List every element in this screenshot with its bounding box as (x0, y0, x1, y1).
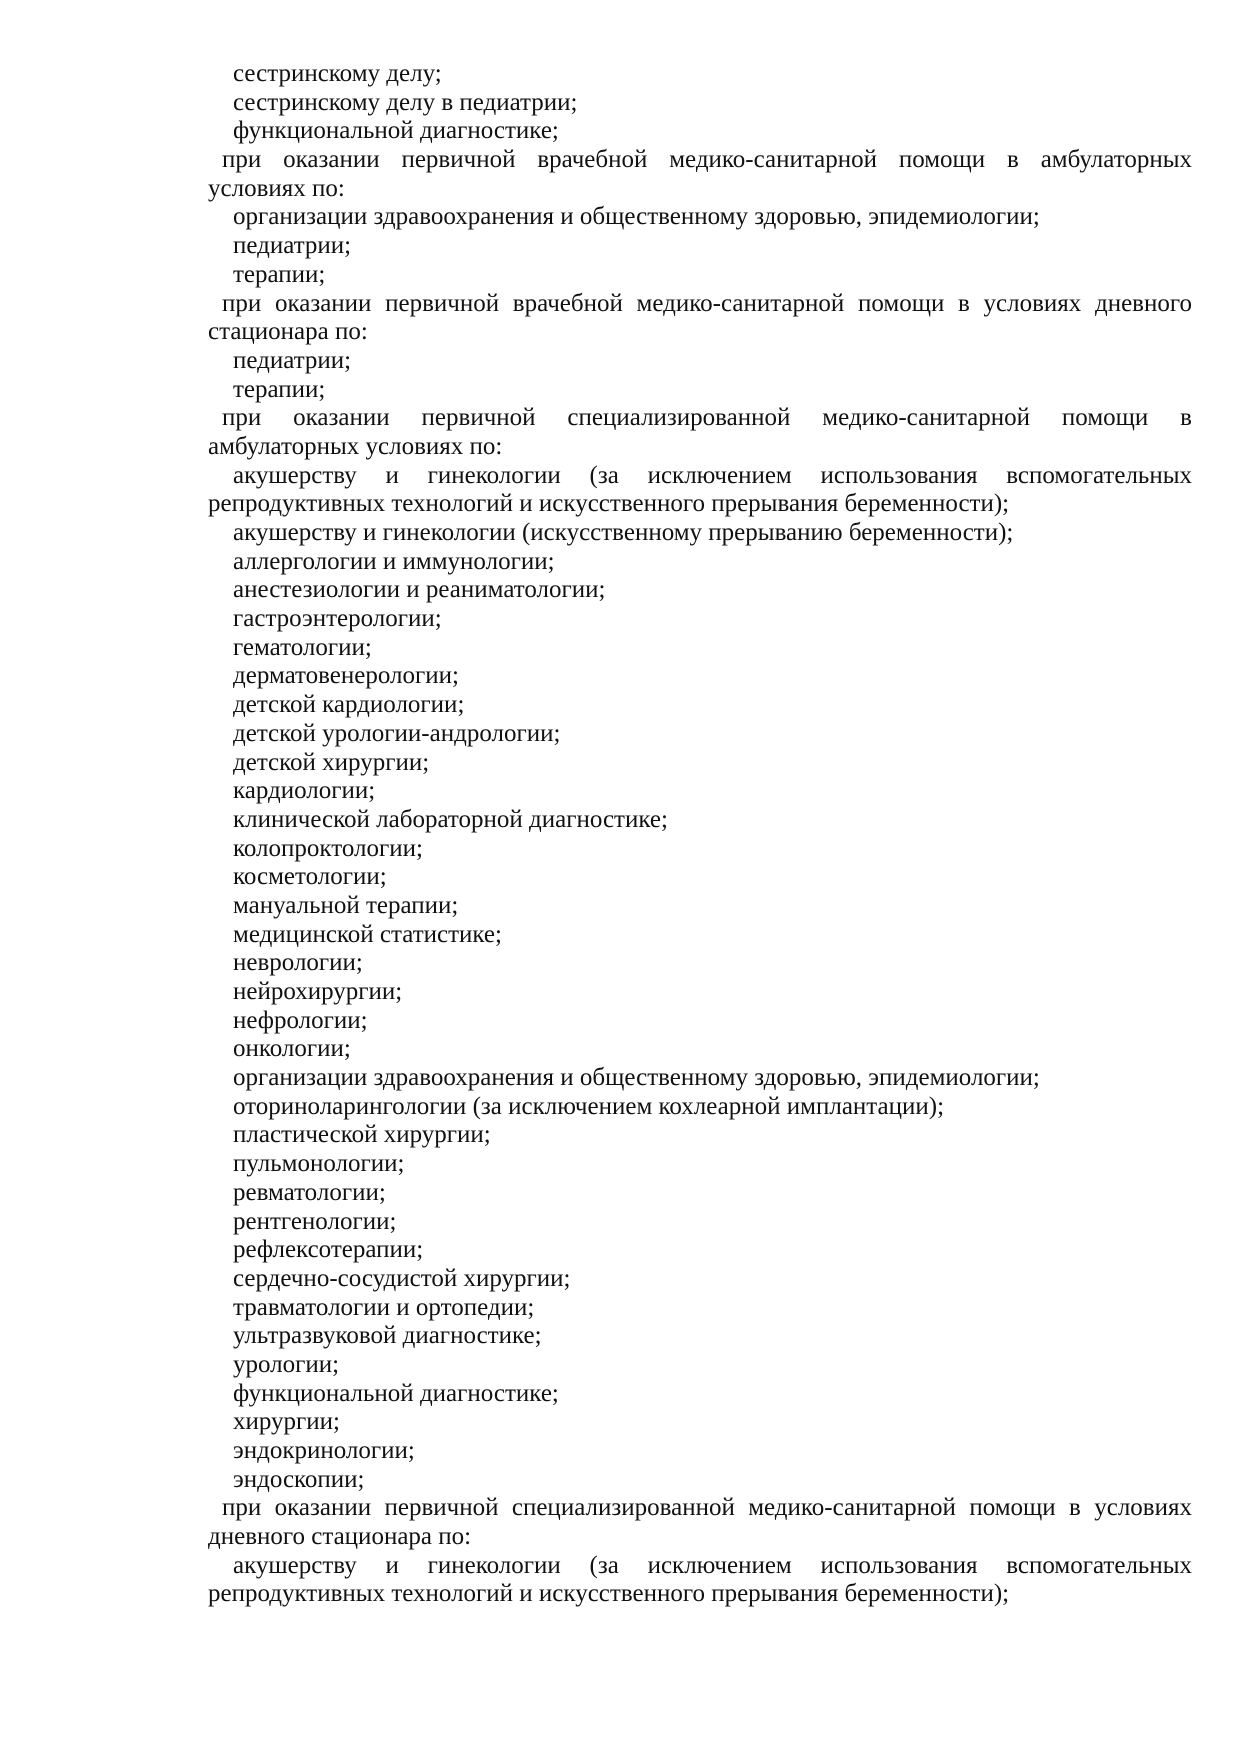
text-line: рефлексотерапии; (233, 1236, 424, 1264)
license-specialties-text (208, 60, 1192, 1609)
text-line: организации здравоохранения и общественному здоровью, эпидемиологии; (233, 1064, 1040, 1092)
text-line: клинической лабораторной диагностике; (233, 805, 668, 833)
text-line: нейрохирургии; (233, 978, 403, 1005)
text-line: гастроэнтерологии; (233, 605, 442, 633)
text-line: пульмонологии; (233, 1150, 405, 1178)
text-line: эндокринологии; (233, 1437, 415, 1464)
text-line: травматологии и ортопедии; (233, 1293, 535, 1321)
text-line: акушерству и гинекологии (за исключением использования вспомогательных (233, 461, 1192, 489)
text-line: функциональной диагностике; (233, 1379, 559, 1407)
text-line: организации здравоохранения и общественному здоровью, эпидемиологии; (233, 203, 1040, 231)
text-line: терапии; (233, 260, 326, 288)
text-line: дневного стационара по: (208, 1523, 472, 1551)
text-line: неврологии; (233, 949, 363, 977)
text-line: нефрологии; (233, 1006, 368, 1034)
text-line: онкологии; (233, 1035, 351, 1063)
text-line: ревматологии; (233, 1178, 386, 1206)
text-line: анестезиологии и реаниматологии; (233, 576, 606, 604)
text-line: колопроктологии; (233, 834, 423, 862)
text-line: эндоскопии; (233, 1465, 365, 1493)
text-line: репродуктивных технологий и искусственного прерывания беременности); (208, 1580, 1010, 1608)
text-line: медицинской статистике; (233, 920, 502, 948)
text-line: косметологии; (233, 863, 387, 891)
text-line: при оказании первичной специализированной медико-санитарной помощи в условиях (222, 1494, 1192, 1522)
text-line: акушерству и гинекологии (за исключением использования вспомогательных (233, 1551, 1192, 1579)
text-line: при оказании первичной врачебной медико-санитарной помощи в амбулаторных (222, 146, 1192, 174)
text-line: стационара по: (208, 318, 368, 346)
text-line: кардиологии; (233, 777, 376, 805)
text-line: сердечно-сосудистой хирургии; (233, 1264, 571, 1292)
text-line: педиатрии; (233, 346, 352, 374)
text-line: пластической хирургии; (233, 1121, 491, 1149)
text-line: условиях по: (208, 174, 345, 202)
text-line: хирургии; (233, 1408, 341, 1436)
text-line: при оказании первичной врачебной медико-санитарной помощи в условиях дневного (222, 289, 1192, 317)
text-line: гематологии; (233, 633, 372, 661)
text-line: репродуктивных технологий и искусственного прерывания беременности); (208, 490, 1010, 518)
text-line: сестринскому делу в педиатрии; (233, 88, 578, 116)
text-line: рентгенологии; (233, 1207, 397, 1235)
text-line: детской хирургии; (233, 748, 430, 776)
text-line: урологии; (233, 1350, 340, 1378)
text-line: дерматовенерологии; (233, 662, 459, 690)
text-line: сестринскому делу; (233, 60, 442, 87)
text-line: терапии; (233, 375, 326, 403)
text-line: амбулаторных условиях по: (208, 432, 503, 460)
text-line: детской урологии-андрологии; (233, 719, 561, 747)
text-line: акушерству и гинекологии (искусственному прерыванию беременности); (233, 519, 1014, 546)
text-line: оториноларингологии (за исключением кохлеарной имплантации); (233, 1092, 945, 1120)
text-line: ультразвуковой диагностике; (233, 1322, 542, 1350)
text-line: при оказании первичной специализированной медико-санитарной помощи в (222, 404, 1192, 432)
text-line: педиатрии; (233, 232, 352, 260)
text-line: детской кардиологии; (233, 691, 465, 719)
text-line: мануальной терапии; (233, 891, 459, 919)
text-line: функциональной диагностике; (233, 117, 559, 145)
text-line: аллергологии и иммунологии; (233, 547, 555, 575)
